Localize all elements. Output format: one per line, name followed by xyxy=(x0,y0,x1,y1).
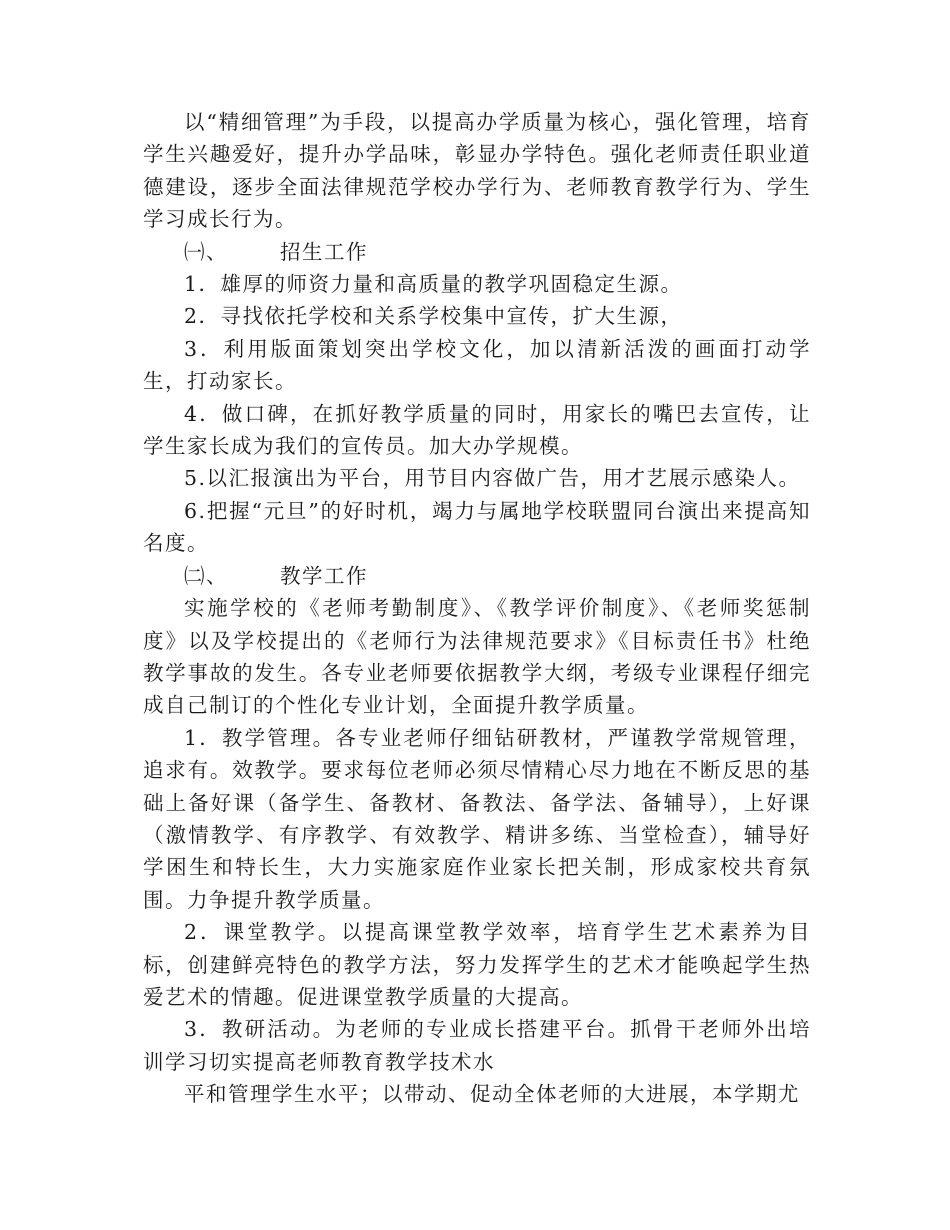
document-body xyxy=(143,106,811,1111)
body-paragraph: 平和管理学生水平；以带动、促动全体老师的大进展，本学期尤 xyxy=(184,1082,800,1107)
list-item: 5.以汇报演出为平台，用节目内容做广告，用才艺展示感染人。 xyxy=(184,466,801,491)
section-title: 教学工作 xyxy=(280,563,368,588)
section-heading-teaching xyxy=(143,560,811,592)
section-title: 招生工作 xyxy=(280,239,368,264)
list-item: 2．寻找依托学校和关系学校集中宣传，扩大生源， xyxy=(184,304,683,329)
list-item: 4．做口碑，在抓好教学质量的同时，用家长的嘴巴去宣传，让学生家长成为我们的宣传员。加大办学规模。 xyxy=(143,401,811,459)
body-paragraph: 实施学校的《老师考勤制度》、《教学评价制度》、《老师奖惩制度》以及学校提出的《老师行为法律规范要求》《目标责任书》杜绝教学事故的发生。各专业老师要依据教学大纲，考级专业课程仔细完成自己制订的个性化专业计划，全面提升教学质量。 xyxy=(143,596,811,718)
list-item: 3．教研活动。为老师的专业成长搭建平台。抓骨干老师外出培训学习切实提高老师教育教学技术水 xyxy=(143,1017,811,1074)
section-number: ㈡、 xyxy=(184,563,228,588)
list-item: 1．雄厚的师资力量和高质量的教学巩固稳定生源。 xyxy=(184,272,683,297)
section-number: ㈠、 xyxy=(184,239,228,264)
list-item: 1．教学管理。各专业老师仔细钻研教材，严谨教学常规管理，追求有。效教学。要求每位老师必须尽情精心尽力地在不断反思的基础上备好课（备学生、备教材、备教法、备学法、备辅导），上好课（激情教学、有序教学、有效教学、精讲多练、当堂检查），辅导好学困生和特长生，大力实施家庭作业家长把关制，形成家校共育氛围。力争提升教学质量。 xyxy=(143,725,811,912)
section-heading-enrollment xyxy=(143,236,811,268)
list-item: 2．课堂教学。以提高课堂教学效率，培育学生艺术素养为目标，创建鲜亮特色的教学方法，努力发挥学生的艺术才能唤起学生热爱艺术的情趣。促进课堂教学质量的大提高。 xyxy=(143,920,811,1009)
list-item: 3．利用版面策划突出学校文化，加以清新活泼的画面打动学生，打动家长。 xyxy=(143,336,811,394)
intro-paragraph: 以“精细管理”为手段，以提高办学质量为核心，强化管理，培育学生兴趣爱好，提升办学品味，彰显办学特色。强化老师责任职业道德建设，逐步全面法律规范学校办学行为、老师教育教学行为、学生学习成长行为。 xyxy=(143,110,811,232)
list-item: 6.把握“元旦”的好时机，竭力与属地学校联盟同台演出来提高知名度。 xyxy=(143,498,811,556)
